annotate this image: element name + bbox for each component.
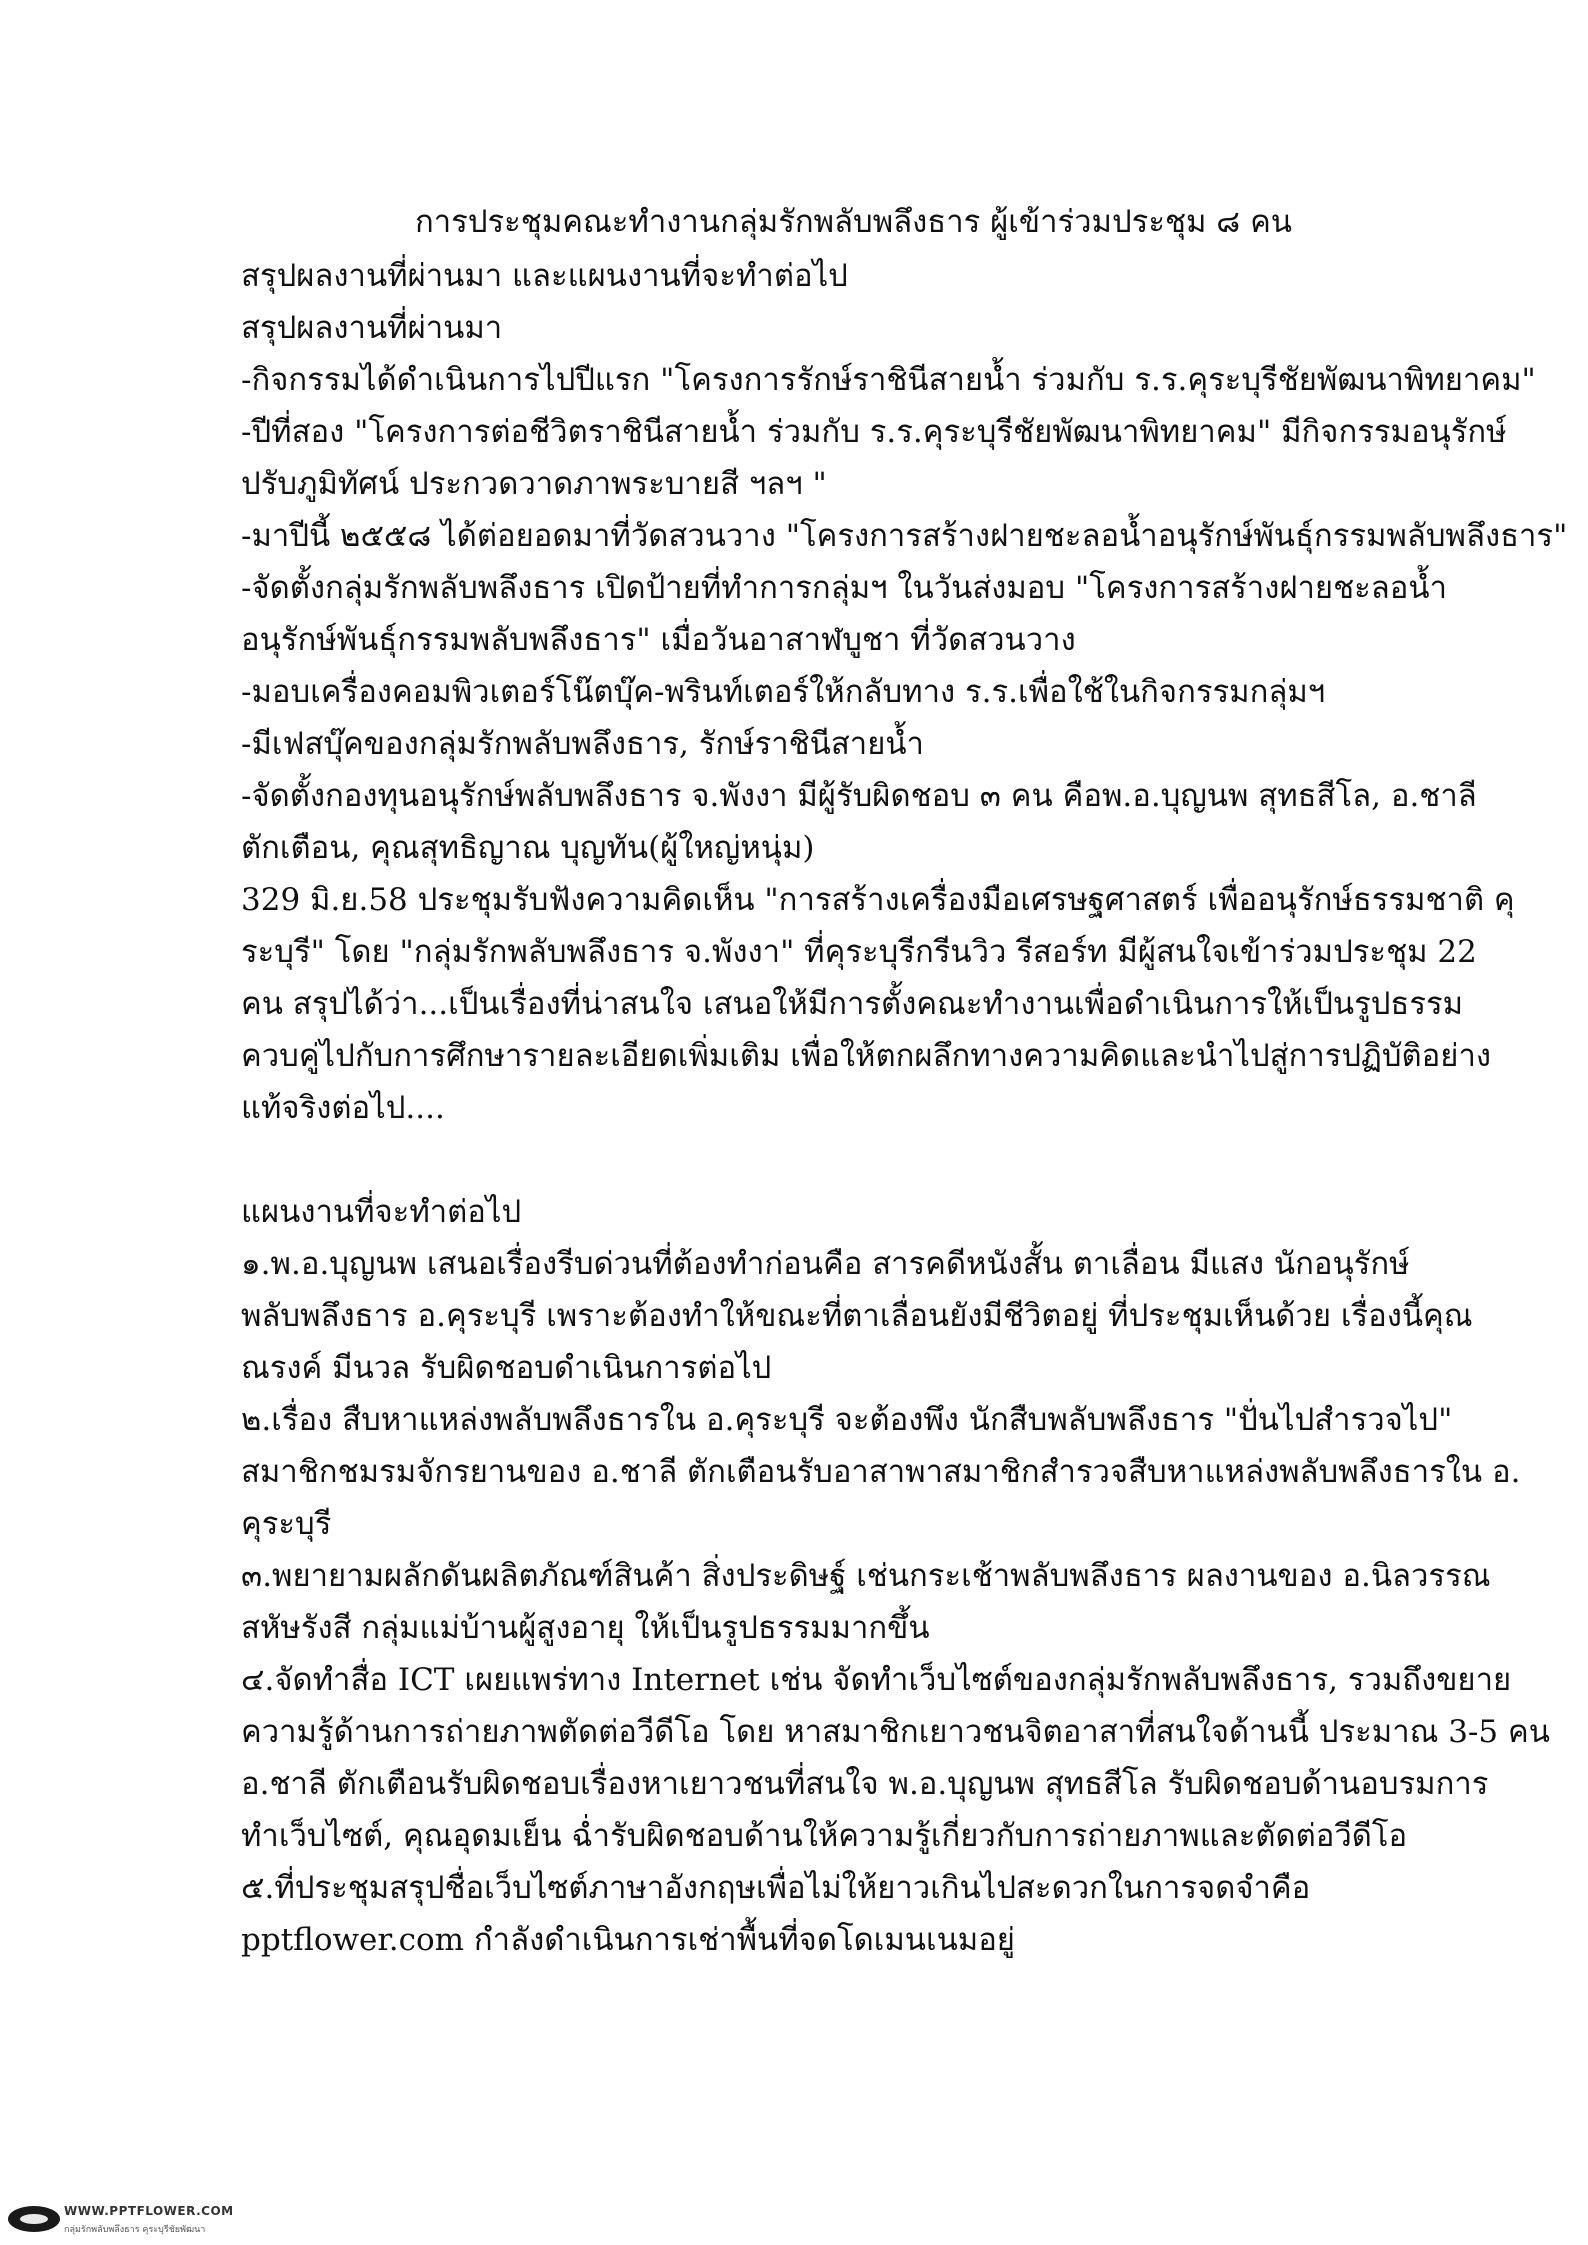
paragraph-line: -จัดตั้งกองทุนอนุรักษ์พลับพลึงธาร จ.พังงา มีผู้รับผิดชอบ ๓ คน คือพ.อ.บุญนพ สุทธสีโล, อ.ชาลี: [241, 778, 1477, 814]
logo-subtitle-text: กลุ่มรักพลับพลึงธาร คุระบุรีชัยพัฒนา: [64, 2225, 206, 2235]
paragraph-line: ความรู้ด้านการถ่ายภาพตัดต่อวีดีโอ โดย หาสมาชิกเยาวชนจิตอาสาที่สนใจด้านนี้ ประมาณ 3-5 คน: [241, 1714, 1550, 1750]
paragraph-line: อ.ชาลี ตักเตือนรับผิดชอบเรื่องหาเยาวชนที่สนใจ พ.อ.บุญนพ สุทธสีโล รับผิดชอบด้านอบรมการ: [241, 1766, 1489, 1802]
paragraph-line: ปรับภูมิทัศน์ ประกวดวาดภาพระบายสี ฯลฯ ": [241, 466, 827, 502]
paragraph-line: ๑.พ.อ.บุญนพ เสนอเรื่องรีบด่วนที่ต้องทำก่อนคือ สารคดีหนังสั้น ตาเลื่อน มีแสง นักอนุรักษ์: [241, 1246, 1410, 1282]
paragraph-line: pptflower.com กำลังดำเนินการเช่าพื้นที่จดโดเมนเนมอยู่: [241, 1922, 1015, 1958]
paragraph-line: พลับพลึงธาร อ.คุระบุรี เพราะต้องทำให้ขณะที่ตาเลื่อนยังมีชีวิตอยู่ ที่ประชุมเห็นด้วย เรื่องนี้คุณ: [241, 1298, 1473, 1334]
paragraph-line: ควบคู่ไปกับการศึกษารายละเอียดเพิ่มเติม เพื่อให้ตกผลึกทางความคิดและนำไปสู่การปฏิบัติอย่าง: [241, 1038, 1492, 1074]
paragraph-line: ๕.ที่ประชุมสรุปชื่อเว็บไซต์ภาษาอังกฤษเพื่อไม่ให้ยาวเกินไปสะดวกในการจดจำคือ: [241, 1870, 1311, 1906]
paragraph-line: -มีเฟสบุ๊คของกลุ่มรักพลับพลึงธาร, รักษ์ราชินีสายน้ำ: [241, 726, 924, 762]
paragraph-line: -กิจกรรมได้ดำเนินการไปปีแรก "โครงการรักษ์ราชินีสายน้ำ ร่วมกับ ร.ร.คุระบุรีชัยพัฒนาพิทยาคม": [241, 362, 1536, 398]
footer-logo: [6, 2200, 234, 2240]
section-heading: แผนงานที่จะทำต่อไป: [241, 1194, 522, 1230]
paragraph-line: ๔.จัดทำสื่อ ICT เผยแพร่ทาง Internet เช่น จัดทำเว็บไซต์ของกลุ่มรักพลับพลึงธาร, รวมถึงขยาย: [241, 1662, 1512, 1698]
document-title: การประชุมคณะทำงานกลุ่มรักพลับพลึงธาร ผู้เข้าร่วมประชุม ๘ คน: [415, 204, 1292, 240]
logo-url-text: WWW.PPTFLOWER.COM: [64, 2204, 234, 2218]
paragraph-line: -มาปีนี้ ๒๕๕๘ ได้ต่อยอดมาที่วัดสวนวาง "โครงการสร้างฝายชะลอน้ำอนุรักษ์พันธุ์กรรมพลับพลึงธาร": [241, 518, 1568, 554]
flower-logo-icon: [8, 2206, 60, 2232]
paragraph-line: -จัดตั้งกลุ่มรักพลับพลึงธาร เปิดป้ายที่ทำการกลุ่มฯ ในวันส่งมอบ "โครงการสร้างฝายชะลอน้ำ: [241, 570, 1447, 606]
paragraph-line: คุระบุรี: [241, 1506, 332, 1542]
paragraph-line: 329 มิ.ย.58 ประชุมรับฟังความคิดเห็น "การสร้างเครื่องมือเศรษฐศาสตร์ เพื่ออนุรักษ์ธรรมชาติ คุ: [241, 882, 1515, 918]
section-heading: สรุปผลงานที่ผ่านมา และแผนงานที่จะทำต่อไป: [241, 258, 848, 294]
paragraph-line: สมาชิกชมรมจักรยานของ อ.ชาลี ตักเตือนรับอาสาพาสมาชิกสำรวจสืบหาแหล่งพลับพลึงธารใน อ.: [241, 1454, 1521, 1490]
paragraph-line: ๒.เรื่อง สืบหาแหล่งพลับพลึงธารใน อ.คุระบุรี จะต้องพึง นักสืบพลับพลึงธาร "ปั่นไปสำรวจไป": [241, 1402, 1453, 1438]
paragraph-line: -ปีที่สอง "โครงการต่อชีวิตราชินีสายน้ำ ร่วมกับ ร.ร.คุระบุรีชัยพัฒนาพิทยาคม" มีกิจกรรมอนุรักษ์: [241, 414, 1507, 450]
paragraph-line: ตักเตือน, คุณสุทธิญาณ บุญทัน(ผู้ใหญ่หนุ่ม): [241, 830, 815, 866]
paragraph-line: ทำเว็บไซต์, คุณอุดมเย็น ฉ่ำรับผิดชอบด้านให้ความรู้เกี่ยวกับการถ่ายภาพและตัดต่อวีดีโอ: [241, 1818, 1408, 1854]
paragraph-line: -มอบเครื่องคอมพิวเตอร์โน๊ตบุ๊ค-พรินท์เตอร์ให้กลับทาง ร.ร.เพื่อใช้ในกิจกรรมกลุ่มฯ: [241, 674, 1326, 710]
section-heading: สรุปผลงานที่ผ่านมา: [241, 310, 503, 346]
paragraph-line: ณรงค์ มีนวล รับผิดชอบดำเนินการต่อไป: [241, 1350, 772, 1386]
paragraph-line: ระบุรี" โดย "กลุ่มรักพลับพลึงธาร จ.พังงา" ที่คุระบุรีกรีนวิว รีสอร์ท มีผู้สนใจเข้าร่วมประชุม 22: [241, 934, 1477, 970]
paragraph-line: สหัษรังสี กลุ่มแม่บ้านผู้สูงอายุ ให้เป็นรูปธรรมมากขึ้น: [241, 1610, 930, 1646]
paragraph-line: แท้จริงต่อไป....: [241, 1090, 445, 1126]
paragraph-line: คน สรุปได้ว่า...เป็นเรื่องที่น่าสนใจ เสนอให้มีการตั้งคณะทำงานเพื่อดำเนินการให้เป็นรูปธรรม: [241, 986, 1464, 1022]
paragraph-line: ๓.พยายามผลักดันผลิตภัณฑ์สินค้า สิ่งประดิษฐ์ เช่นกระเช้าพลับพลึงธาร ผลงานของ อ.นิลวรรณ: [241, 1558, 1491, 1594]
paragraph-line: อนุรักษ์พันธุ์กรรมพลับพลึงธาร" เมื่อวันอาสาฬบูชา ที่วัดสวนวาง: [241, 622, 1076, 658]
